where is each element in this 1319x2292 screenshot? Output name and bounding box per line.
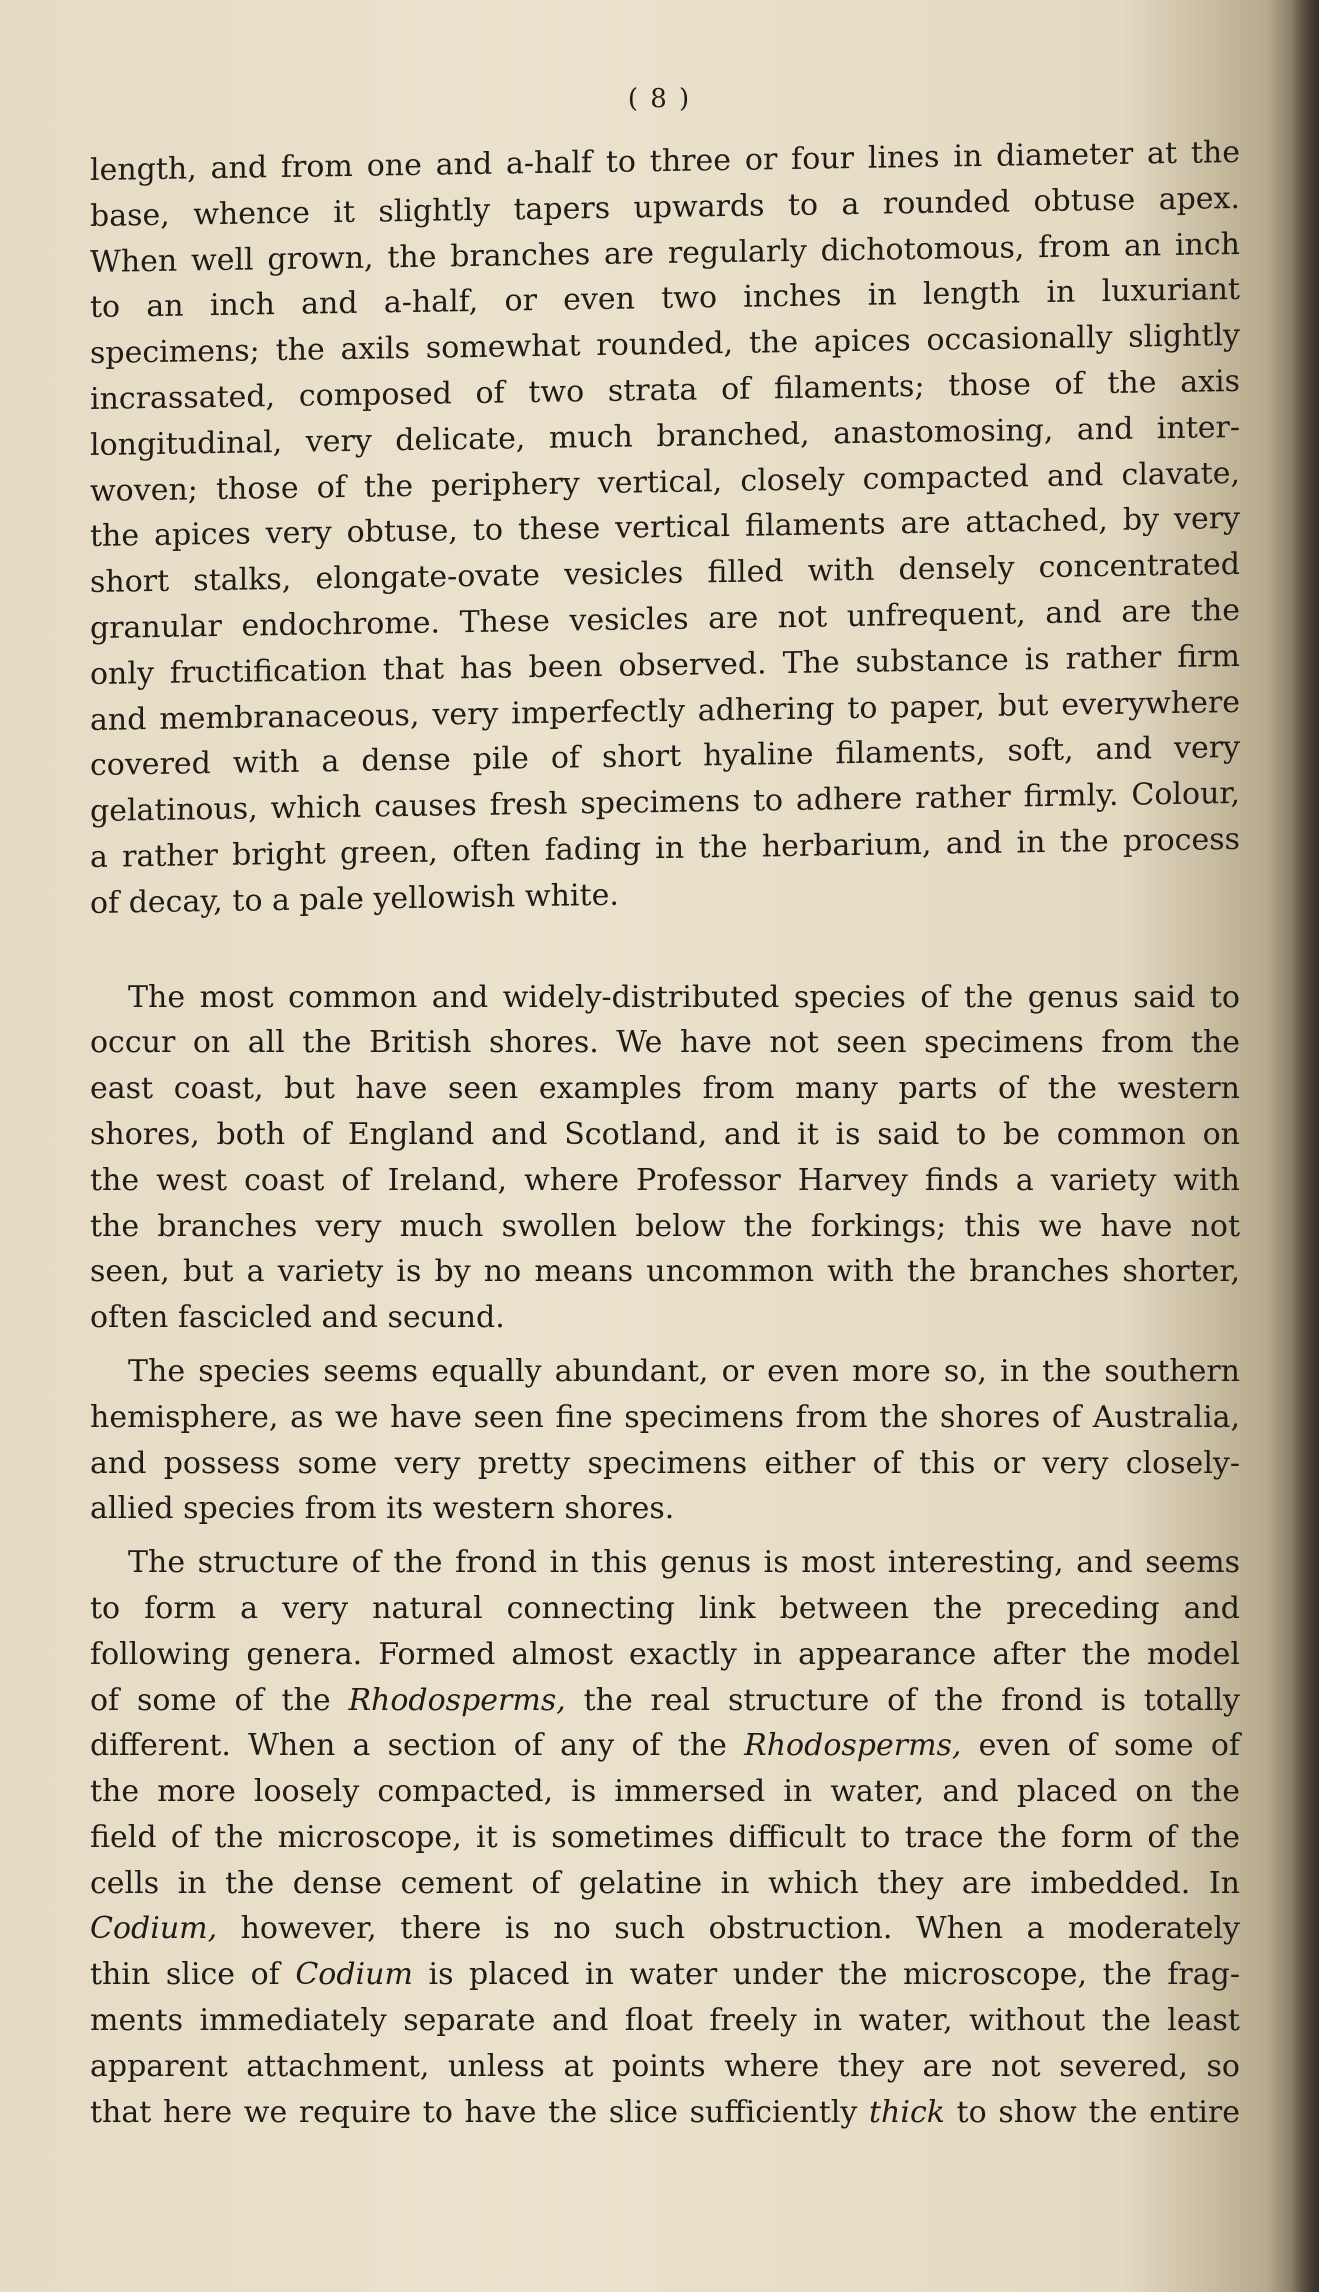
text-line: The structure of the frond in this genus is most interesting, and seems xyxy=(128,1545,1240,1581)
text-line: The most common and widely-distributed species of the genus said to xyxy=(128,979,1240,1015)
text-line: granular endochrome. These vesicles are not unfrequent, and are the xyxy=(90,592,1240,646)
text-line: cells in the dense cement of gelatine in which they are imbedded. In xyxy=(90,1865,1240,1901)
text-line xyxy=(90,1678,1240,1724)
text-line: the west coast of Ireland, where Professor Harvey finds a variety with xyxy=(90,1162,1240,1198)
italic-term: Rhodosperms, xyxy=(744,1728,962,1764)
text-line xyxy=(90,1952,1240,1998)
text-line: seen, but a variety is by no means uncommon with the branches shorter, xyxy=(90,1254,1240,1290)
text-line: following genera. Formed almost exactly in appearance after the model xyxy=(90,1636,1240,1672)
paragraph-3 xyxy=(90,1349,1240,1532)
text-line: covered with a dense pile of short hyaline filaments, soft, and very xyxy=(90,730,1240,784)
text-line: specimens; the axils somewhat rounded, the apices occasionally slightly xyxy=(90,318,1240,372)
body-text xyxy=(90,134,1240,2135)
text-line: to form a very natural connecting link between the preceding and xyxy=(90,1590,1240,1626)
text-line: to an inch and a-half, or even two inches in length in luxuriant xyxy=(90,272,1240,326)
text-line: shores, both of England and Scotland, and it is said to be common on xyxy=(90,1116,1240,1152)
text-line xyxy=(90,2090,1240,2136)
text-line: length, and from one and a-half to three or four lines in diameter at the xyxy=(90,134,1240,188)
text-run: is placed in water under the microscope, the frag- xyxy=(412,1957,1240,1993)
text-line: longitudinal, very delicate, much branched, anastomosing, and inter- xyxy=(90,409,1240,463)
text-line xyxy=(90,1906,1240,1952)
text-line: of decay, to a pale yellowish white. xyxy=(90,877,619,921)
text-run: even of some of xyxy=(961,1728,1240,1764)
text-run: different. When a section of any of the xyxy=(90,1728,745,1764)
text-line: a rather bright green, often fading in the herbarium, and in the process xyxy=(90,821,1240,875)
text-line: the apices very obtuse, to these vertical filaments are attached, by very xyxy=(90,501,1240,555)
italic-term: Codium, xyxy=(90,1911,218,1947)
text-line: The species seems equally abundant, or even more so, in the southern xyxy=(128,1353,1240,1389)
text-line: ments immediately separate and float freely in water, without the least xyxy=(90,2003,1240,2039)
text-line: and membranaceous, very imperfectly adhering to paper, but everywhere xyxy=(90,684,1240,738)
text-line: When well grown, the branches are regularly dichotomous, from an inch xyxy=(90,226,1240,280)
text-line: gelatinous, which causes fresh specimens to adhere rather firmly. Colour, xyxy=(90,776,1240,830)
text-line: allied species from its western shores. xyxy=(90,1491,675,1527)
text-run: the real structure of the frond is totally xyxy=(565,1682,1240,1718)
text-line: base, whence it slightly tapers upwards to a rounded obtuse apex. xyxy=(90,180,1240,234)
text-run: of some of the xyxy=(90,1682,349,1718)
text-line: hemisphere, as we have seen fine specimens from the shores of Australia, xyxy=(90,1399,1240,1435)
page-gutter-shadow xyxy=(1291,0,1319,2292)
text-line: incrassated, composed of two strata of filaments; those of the axis xyxy=(90,363,1240,417)
italic-term: thick xyxy=(868,2094,945,2130)
text-line: woven; those of the periphery vertical, closely compacted and clavate, xyxy=(90,455,1240,509)
paragraph-spacer xyxy=(90,927,1240,975)
text-line: field of the microscope, it is sometimes difficult to trace the form of the xyxy=(90,1819,1240,1855)
text-run: however, there is no such obstruction. When a moderately xyxy=(217,1911,1240,1947)
text-line: and possess some very pretty specimens either of this or very closely- xyxy=(90,1445,1240,1481)
page-number: ( 8 ) xyxy=(627,84,692,114)
paragraph-spacer xyxy=(90,1341,1240,1349)
italic-term: Rhodosperms, xyxy=(348,1682,566,1718)
text-line xyxy=(90,1723,1240,1769)
text-line: short stalks, elongate-ovate vesicles filled with densely concentrated xyxy=(90,547,1240,601)
paragraph-2 xyxy=(90,975,1240,1341)
text-line: the branches very much swollen below the forkings; this we have not xyxy=(90,1208,1240,1244)
text-run: to show the entire xyxy=(944,2094,1240,2130)
text-line: often fascicled and secund. xyxy=(90,1300,505,1336)
text-run: that here we require to have the slice sufficiently xyxy=(90,2094,869,2130)
italic-term: Codium xyxy=(295,1957,413,1993)
text-run: thin slice of xyxy=(90,1957,296,1993)
text-line: the more loosely compacted, is immersed in water, and placed on the xyxy=(90,1774,1240,1810)
text-line: east coast, but have seen examples from many parts of the western xyxy=(90,1071,1240,1107)
paragraph-1 xyxy=(90,134,1240,927)
paragraph-4 xyxy=(90,1540,1240,2135)
text-line: apparent attachment, unless at points where they are not severed, so xyxy=(90,2048,1240,2084)
text-line: only fructification that has been observed. The substance is rather firm xyxy=(90,638,1240,692)
paragraph-spacer xyxy=(90,1532,1240,1540)
text-line: occur on all the British shores. We have not seen specimens from the xyxy=(90,1025,1240,1061)
